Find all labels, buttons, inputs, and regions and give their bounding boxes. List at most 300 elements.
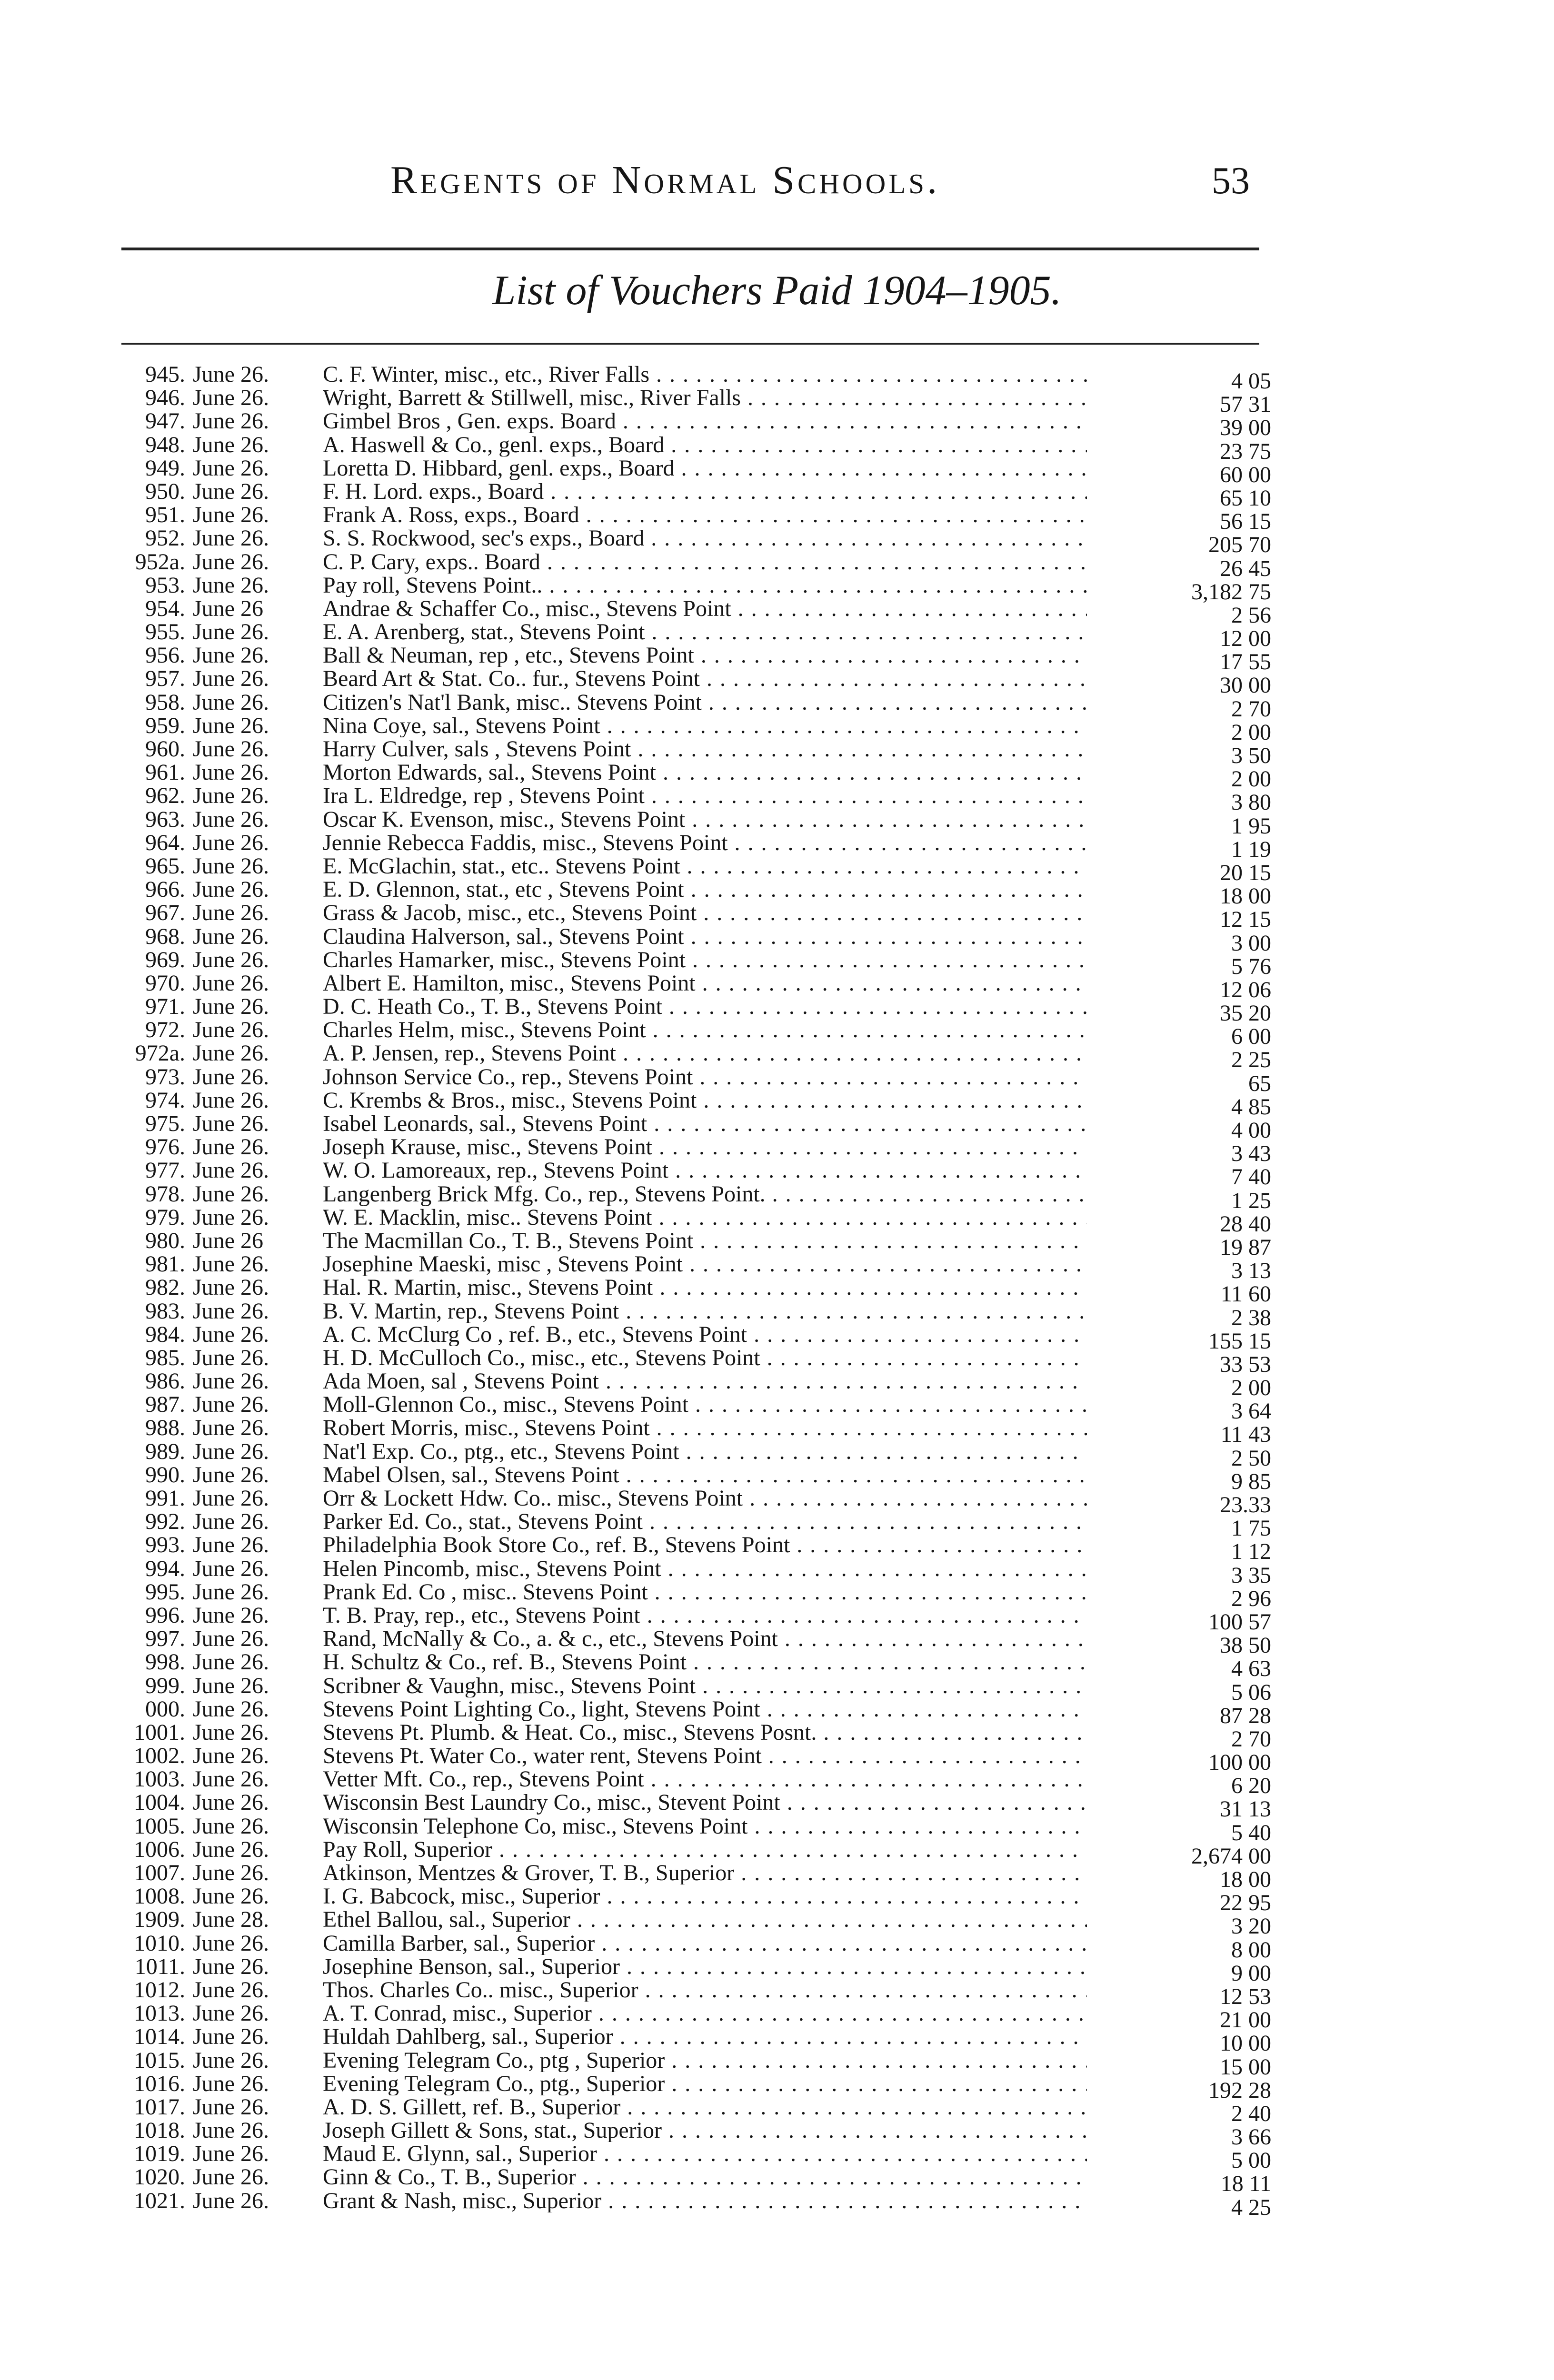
voucher-amount: 23 75 bbox=[1220, 438, 1271, 464]
voucher-description: Thos. Charles Co.. misc., Superior . . . bbox=[323, 1978, 1087, 2002]
voucher-row bbox=[0, 455, 1554, 487]
voucher-number: 1021. bbox=[134, 2188, 185, 2213]
header-rule bbox=[121, 248, 1259, 250]
voucher-date: June 26. bbox=[193, 1321, 269, 1347]
voucher-date: June 28. bbox=[193, 1907, 269, 1933]
voucher-number: 1004. bbox=[134, 1790, 185, 1815]
voucher-date: June 26. bbox=[193, 1884, 269, 1909]
voucher-number: 965. bbox=[145, 853, 185, 879]
voucher-row bbox=[0, 853, 1554, 885]
voucher-description: Ginn & Co., T. B., Superior . . . bbox=[323, 2165, 1087, 2189]
voucher-row bbox=[0, 549, 1554, 581]
voucher-date: June 26. bbox=[193, 1438, 269, 1464]
voucher-description: Joseph Gillett & Sons, stat., Superior . . . bbox=[323, 2119, 1087, 2142]
voucher-description: Maud E. Glynn, sal., Superior . . . bbox=[323, 2142, 1087, 2165]
list-title: List of Vouchers Paid 1904–1905. bbox=[492, 268, 1062, 314]
voucher-row bbox=[0, 2047, 1554, 2080]
voucher-amount: 12 00 bbox=[1220, 626, 1271, 652]
voucher-description: W. O. Lamoreaux, rep., Stevens Point . . . bbox=[323, 1159, 1087, 1182]
voucher-date: June 26. bbox=[193, 947, 269, 972]
voucher-row bbox=[0, 1368, 1554, 1401]
voucher-number: 968. bbox=[145, 923, 185, 949]
voucher-row bbox=[0, 1532, 1554, 1565]
voucher-description: Evening Telegram Co., ptg , Superior . . . bbox=[323, 2049, 1087, 2072]
voucher-date: June 26. bbox=[193, 1275, 269, 1300]
voucher-amount: 57 31 bbox=[1220, 392, 1271, 417]
voucher-number: 978. bbox=[145, 1181, 185, 1207]
voucher-row bbox=[0, 1251, 1554, 1284]
voucher-row bbox=[0, 760, 1554, 792]
voucher-description: Hal. R. Martin, misc., Stevens Point . . . bbox=[323, 1276, 1087, 1299]
voucher-number: 1008. bbox=[134, 1884, 185, 1909]
voucher-date: June 26. bbox=[193, 643, 269, 668]
voucher-amount: 3 35 bbox=[1231, 1562, 1271, 1588]
voucher-amount: 65 bbox=[1248, 1071, 1271, 1096]
voucher-number: 961. bbox=[145, 760, 185, 785]
voucher-description: A. D. S. Gillett, ref. B., Superior . . . bbox=[323, 2095, 1087, 2119]
voucher-row bbox=[0, 478, 1554, 511]
voucher-row bbox=[0, 1041, 1554, 1073]
voucher-description: Stevens Pt. Plumb. & Heat. Co., misc., Stevens Posnt. . . . bbox=[323, 1721, 1087, 1744]
voucher-amount: 60 00 bbox=[1220, 462, 1271, 487]
voucher-description: H. Schultz & Co., ref. B., Stevens Point . . . bbox=[323, 1650, 1087, 1674]
voucher-description: Evening Telegram Co., ptg., Superior . . . bbox=[323, 2072, 1087, 2095]
voucher-date: June 26. bbox=[193, 2141, 269, 2167]
voucher-amount: 3,182 75 bbox=[1191, 579, 1271, 605]
voucher-description: Atkinson, Mentzes & Grover, T. B., Superior . . . bbox=[323, 1861, 1087, 1884]
voucher-row bbox=[0, 1134, 1554, 1167]
voucher-date: June 26. bbox=[193, 2188, 269, 2213]
voucher-amount: 2 25 bbox=[1231, 1047, 1271, 1073]
voucher-description: C. F. Winter, misc., etc., River Falls . . . bbox=[323, 363, 1087, 386]
voucher-number: 1007. bbox=[134, 1860, 185, 1885]
voucher-description: C. Krembs & Bros., misc., Stevens Point . . . bbox=[323, 1089, 1087, 1112]
voucher-amount: 4 25 bbox=[1231, 2194, 1271, 2220]
voucher-number: 1001. bbox=[134, 1719, 185, 1745]
voucher-number: 969. bbox=[145, 947, 185, 972]
voucher-row bbox=[0, 1087, 1554, 1120]
voucher-description: Josephine Benson, sal., Superior . . . bbox=[323, 1955, 1087, 1978]
voucher-description: Stevens Point Lighting Co., light, Stevens Point . . . bbox=[323, 1697, 1087, 1721]
voucher-description: Parker Ed. Co., stat., Stevens Point . . . bbox=[323, 1510, 1087, 1533]
voucher-description: Frank A. Ross, exps., Board . . . bbox=[323, 503, 1087, 526]
voucher-number: 000. bbox=[145, 1696, 185, 1722]
voucher-description: B. V. Martin, rep., Stevens Point . . . bbox=[323, 1299, 1087, 1323]
voucher-date: June 26. bbox=[193, 1111, 269, 1136]
voucher-description: F. H. Lord. exps., Board . . . bbox=[323, 480, 1087, 503]
voucher-number: 992. bbox=[145, 1509, 185, 1535]
voucher-row bbox=[0, 1930, 1554, 1963]
voucher-number: 987. bbox=[145, 1392, 185, 1418]
voucher-number: 1011. bbox=[134, 1954, 185, 1979]
voucher-row bbox=[0, 362, 1554, 394]
voucher-amount: 5 06 bbox=[1231, 1679, 1271, 1705]
voucher-amount: 33 53 bbox=[1220, 1351, 1271, 1377]
voucher-description: A. C. McClurg Co , ref. B., etc., Stevens Point . . . bbox=[323, 1323, 1087, 1346]
voucher-number: 983. bbox=[145, 1298, 185, 1324]
voucher-amount: 3 80 bbox=[1231, 790, 1271, 815]
voucher-amount: 31 13 bbox=[1220, 1796, 1271, 1822]
voucher-row bbox=[0, 1977, 1554, 2009]
voucher-row bbox=[0, 1719, 1554, 1752]
voucher-description: Stevens Pt. Water Co., water rent, Stevens Point . . . bbox=[323, 1744, 1087, 1767]
voucher-amount: 12 15 bbox=[1220, 907, 1271, 932]
voucher-amount: 23.33 bbox=[1220, 1492, 1271, 1517]
voucher-description: Rand, McNally & Co., a. & c., etc., Stevens Point . . . bbox=[323, 1627, 1087, 1650]
voucher-description: Jennie Rebecca Faddis, misc., Stevens Point . . . bbox=[323, 831, 1087, 854]
voucher-row bbox=[0, 736, 1554, 768]
voucher-date: June 26. bbox=[193, 666, 269, 692]
voucher-row bbox=[0, 1579, 1554, 1611]
voucher-amount: 8 00 bbox=[1231, 1937, 1271, 1963]
voucher-date: June 26. bbox=[193, 385, 269, 411]
voucher-row bbox=[0, 643, 1554, 675]
voucher-row bbox=[0, 619, 1554, 652]
voucher-amount: 4 63 bbox=[1231, 1656, 1271, 1682]
voucher-amount: 4 85 bbox=[1231, 1094, 1271, 1120]
voucher-row bbox=[0, 1017, 1554, 1050]
voucher-row bbox=[0, 1438, 1554, 1471]
voucher-description: The Macmillan Co., T. B., Stevens Point . . . bbox=[323, 1229, 1087, 1252]
voucher-row bbox=[0, 502, 1554, 535]
voucher-row bbox=[0, 783, 1554, 815]
voucher-description: Orr & Lockett Hdw. Co.. misc., Stevens Point . . . bbox=[323, 1487, 1087, 1510]
voucher-number: 950. bbox=[145, 478, 185, 504]
voucher-number: 971. bbox=[145, 994, 185, 1020]
voucher-number: 970. bbox=[145, 970, 185, 996]
voucher-amount: 39 00 bbox=[1220, 415, 1271, 441]
voucher-description: C. P. Cary, exps.. Board . . . bbox=[323, 550, 1087, 574]
voucher-date: June 26. bbox=[193, 877, 269, 902]
voucher-description: E. A. Arenberg, stat., Stevens Point . . . bbox=[323, 620, 1087, 644]
voucher-row bbox=[0, 994, 1554, 1026]
voucher-row bbox=[0, 2024, 1554, 2056]
voucher-row bbox=[0, 1486, 1554, 1517]
voucher-date: June 26. bbox=[193, 760, 269, 785]
voucher-description: Mabel Olsen, sal., Stevens Point . . . bbox=[323, 1463, 1087, 1487]
voucher-amount: 11 60 bbox=[1220, 1281, 1271, 1307]
voucher-number: 988. bbox=[145, 1415, 185, 1441]
voucher-amount: 35 20 bbox=[1220, 1001, 1271, 1026]
voucher-number: 1010. bbox=[134, 1930, 185, 1956]
voucher-description: E. McGlachin, stat., etc.. Stevens Point . . . bbox=[323, 854, 1087, 878]
voucher-amount: 2 70 bbox=[1231, 1726, 1271, 1752]
voucher-description: Moll-Glennon Co., misc., Stevens Point . . . bbox=[323, 1393, 1087, 1416]
voucher-row bbox=[0, 572, 1554, 605]
voucher-row bbox=[0, 2094, 1554, 2126]
voucher-row bbox=[0, 830, 1554, 862]
voucher-date: June 26. bbox=[193, 1415, 269, 1441]
voucher-description: Ball & Neuman, rep , etc., Stevens Point . . . bbox=[323, 644, 1087, 667]
voucher-description: Robert Morris, misc., Stevens Point . . . bbox=[323, 1416, 1087, 1439]
voucher-amount: 155 15 bbox=[1208, 1328, 1271, 1354]
voucher-date: June 26. bbox=[193, 432, 269, 457]
voucher-number: 972a. bbox=[135, 1041, 185, 1066]
voucher-row bbox=[0, 1696, 1554, 1728]
voucher-row bbox=[0, 806, 1554, 839]
voucher-date: June 26. bbox=[193, 1181, 269, 1207]
voucher-amount: 4 00 bbox=[1231, 1118, 1271, 1143]
voucher-description: Oscar K. Evenson, misc., Stevens Point . . . bbox=[323, 808, 1087, 831]
voucher-amount: 2 40 bbox=[1231, 2101, 1271, 2126]
voucher-amount: 1 95 bbox=[1231, 813, 1271, 839]
voucher-number: 980. bbox=[145, 1228, 185, 1253]
voucher-description: Joseph Krause, misc., Stevens Point . . . bbox=[323, 1135, 1087, 1159]
voucher-amount: 5 40 bbox=[1231, 1820, 1271, 1845]
voucher-row bbox=[0, 2071, 1554, 2103]
voucher-row bbox=[0, 1860, 1554, 1892]
voucher-date: June 26. bbox=[193, 1719, 269, 1745]
voucher-date: June 26. bbox=[193, 362, 269, 387]
voucher-row bbox=[0, 947, 1554, 979]
title-rule bbox=[121, 343, 1259, 345]
voucher-description: Grass & Jacob, misc., etc., Stevens Point . . . bbox=[323, 901, 1087, 924]
voucher-number: 955. bbox=[145, 619, 185, 645]
voucher-row bbox=[0, 1204, 1554, 1237]
voucher-number: 1014. bbox=[134, 2024, 185, 2050]
voucher-number: 966. bbox=[145, 877, 185, 902]
voucher-date: June 26. bbox=[193, 1790, 269, 1815]
voucher-row bbox=[0, 1298, 1554, 1330]
voucher-date: June 26. bbox=[193, 1462, 269, 1488]
voucher-amount: 9 85 bbox=[1231, 1468, 1271, 1494]
voucher-date: June 26. bbox=[193, 502, 269, 528]
voucher-description: Isabel Leonards, sal., Stevens Point . . . bbox=[323, 1112, 1087, 1135]
voucher-date: June 26. bbox=[193, 478, 269, 504]
voucher-description: Helen Pincomb, misc., Stevens Point . . . bbox=[323, 1557, 1087, 1580]
voucher-date: June 26. bbox=[193, 970, 269, 996]
voucher-description: Huldah Dahlberg, sal., Superior . . . bbox=[323, 2025, 1087, 2048]
voucher-description: A. Haswell & Co., genl. exps., Board . . . bbox=[323, 433, 1087, 456]
voucher-amount: 18 00 bbox=[1220, 1867, 1271, 1892]
voucher-row bbox=[0, 1275, 1554, 1307]
voucher-description: Philadelphia Book Store Co., ref. B., Stevens Point . . . bbox=[323, 1533, 1087, 1557]
voucher-number: 949. bbox=[145, 455, 185, 481]
voucher-number: 986. bbox=[145, 1368, 185, 1394]
voucher-number: 973. bbox=[145, 1064, 185, 1090]
voucher-number: 982. bbox=[145, 1275, 185, 1300]
voucher-description: Ethel Ballou, sal., Superior . . . bbox=[323, 1908, 1087, 1931]
voucher-date: June 26. bbox=[193, 1064, 269, 1090]
voucher-date: June 26. bbox=[193, 1392, 269, 1418]
voucher-row bbox=[0, 713, 1554, 745]
voucher-number: 991. bbox=[145, 1486, 185, 1511]
voucher-amount: 192 28 bbox=[1208, 2077, 1271, 2103]
voucher-date: June 26. bbox=[193, 1673, 269, 1698]
voucher-date: June 26. bbox=[193, 1509, 269, 1535]
voucher-amount: 2,674 00 bbox=[1191, 1843, 1271, 1869]
voucher-amount: 15 00 bbox=[1220, 2054, 1271, 2080]
voucher-description: Beard Art & Stat. Co.. fur., Stevens Point . . . bbox=[323, 667, 1087, 690]
voucher-amount: 100 00 bbox=[1208, 1750, 1271, 1775]
voucher-amount: 21 00 bbox=[1220, 2007, 1271, 2033]
voucher-date: June 26. bbox=[193, 783, 269, 809]
voucher-row bbox=[0, 408, 1554, 441]
voucher-number: 952a. bbox=[135, 549, 185, 575]
voucher-amount: 56 15 bbox=[1220, 509, 1271, 535]
voucher-amount: 5 76 bbox=[1231, 953, 1271, 979]
voucher-row bbox=[0, 2118, 1554, 2150]
voucher-number: 1013. bbox=[134, 2001, 185, 2026]
voucher-number: 946. bbox=[145, 385, 185, 411]
voucher-date: June 26. bbox=[193, 1134, 269, 1160]
voucher-date: June 26. bbox=[193, 1298, 269, 1324]
voucher-row bbox=[0, 970, 1554, 1002]
voucher-number: 1019. bbox=[134, 2141, 185, 2167]
voucher-amount: 28 40 bbox=[1220, 1211, 1271, 1237]
voucher-amount: 65 10 bbox=[1220, 485, 1271, 511]
voucher-row bbox=[0, 1743, 1554, 1775]
voucher-row bbox=[0, 2141, 1554, 2173]
voucher-date: June 26. bbox=[193, 1696, 269, 1722]
voucher-amount: 3 66 bbox=[1231, 2124, 1271, 2150]
voucher-date: June 26. bbox=[193, 2094, 269, 2120]
voucher-number: 989. bbox=[145, 1438, 185, 1464]
voucher-amount: 205 70 bbox=[1208, 532, 1271, 558]
voucher-amount: 12 06 bbox=[1220, 977, 1271, 1002]
voucher-number: 1015. bbox=[134, 2047, 185, 2073]
voucher-row bbox=[0, 1673, 1554, 1705]
voucher-row bbox=[0, 1556, 1554, 1588]
voucher-amount: 12 53 bbox=[1220, 1983, 1271, 2009]
voucher-date: June 26. bbox=[193, 526, 269, 551]
voucher-date: June 26. bbox=[193, 689, 269, 715]
voucher-amount: 17 55 bbox=[1220, 649, 1271, 675]
voucher-amount: 9 00 bbox=[1231, 1960, 1271, 1986]
voucher-date: June 26. bbox=[193, 1041, 269, 1066]
voucher-description: Langenberg Brick Mfg. Co., rep., Stevens Point. . . . bbox=[323, 1182, 1087, 1206]
voucher-date: June 26. bbox=[193, 408, 269, 434]
voucher-number: 958. bbox=[145, 689, 185, 715]
voucher-date: June 26. bbox=[193, 1017, 269, 1043]
voucher-row bbox=[0, 2001, 1554, 2033]
voucher-number: 997. bbox=[145, 1626, 185, 1652]
voucher-amount: 10 00 bbox=[1220, 2031, 1271, 2056]
voucher-date: June 26. bbox=[193, 2047, 269, 2073]
voucher-number: 967. bbox=[145, 900, 185, 926]
voucher-amount: 1 12 bbox=[1231, 1539, 1271, 1565]
voucher-amount: 38 50 bbox=[1220, 1633, 1271, 1658]
voucher-number: 975. bbox=[145, 1111, 185, 1136]
voucher-description: W. E. Macklin, misc.. Stevens Point . . . bbox=[323, 1206, 1087, 1229]
voucher-date: June 26. bbox=[193, 1251, 269, 1277]
voucher-number: 994. bbox=[145, 1556, 185, 1581]
voucher-description: I. G. Babcock, misc., Superior . . . bbox=[323, 1884, 1087, 1908]
voucher-number: 976. bbox=[145, 1134, 185, 1160]
page-number: 53 bbox=[1212, 160, 1250, 202]
voucher-number: 1003. bbox=[134, 1766, 185, 1792]
voucher-amount: 6 20 bbox=[1231, 1773, 1271, 1799]
voucher-date: June 26. bbox=[193, 1602, 269, 1628]
voucher-amount: 5 00 bbox=[1231, 2148, 1271, 2173]
voucher-number: 999. bbox=[145, 1673, 185, 1698]
voucher-amount: 18 11 bbox=[1220, 2171, 1271, 2197]
voucher-date: June 26. bbox=[193, 1743, 269, 1769]
voucher-amount: 100 57 bbox=[1208, 1609, 1271, 1635]
voucher-date: June 26 bbox=[193, 595, 263, 621]
voucher-date: June 26. bbox=[193, 830, 269, 855]
voucher-amount: 87 28 bbox=[1220, 1703, 1271, 1728]
voucher-row bbox=[0, 1602, 1554, 1635]
voucher-date: June 26. bbox=[193, 1158, 269, 1183]
voucher-date: June 26. bbox=[193, 572, 269, 598]
voucher-row bbox=[0, 1813, 1554, 1845]
voucher-amount: 18 00 bbox=[1220, 883, 1271, 909]
voucher-description: Charles Hamarker, misc., Stevens Point . . . bbox=[323, 948, 1087, 972]
voucher-description: Prank Ed. Co , misc.. Stevens Point . . . bbox=[323, 1580, 1087, 1604]
voucher-date: June 26. bbox=[193, 2024, 269, 2050]
voucher-number: 962. bbox=[145, 783, 185, 809]
voucher-number: 990. bbox=[145, 1462, 185, 1488]
voucher-list bbox=[0, 362, 1554, 2220]
voucher-amount: 1 25 bbox=[1231, 1188, 1271, 1213]
voucher-date: June 26. bbox=[193, 1626, 269, 1652]
voucher-row bbox=[0, 385, 1554, 417]
voucher-date: June 26. bbox=[193, 713, 269, 738]
voucher-description: Harry Culver, sals , Stevens Point . . . bbox=[323, 737, 1087, 761]
voucher-row bbox=[0, 1181, 1554, 1213]
voucher-amount: 26 45 bbox=[1220, 555, 1271, 581]
voucher-amount: 2 50 bbox=[1231, 1445, 1271, 1471]
voucher-number: 1016. bbox=[134, 2071, 185, 2096]
voucher-date: June 26. bbox=[193, 1345, 269, 1370]
voucher-description: Ada Moen, sal , Stevens Point . . . bbox=[323, 1369, 1087, 1393]
voucher-description: Nina Coye, sal., Stevens Point . . . bbox=[323, 714, 1087, 737]
voucher-number: 993. bbox=[145, 1532, 185, 1558]
voucher-number: 1909. bbox=[134, 1907, 185, 1933]
voucher-number: 956. bbox=[145, 643, 185, 668]
voucher-date: June 26 bbox=[193, 1228, 263, 1253]
voucher-date: June 26. bbox=[193, 1087, 269, 1113]
voucher-number: 1005. bbox=[134, 1813, 185, 1839]
voucher-row bbox=[0, 1509, 1554, 1541]
voucher-date: June 26. bbox=[193, 1954, 269, 1979]
voucher-number: 947. bbox=[145, 408, 185, 434]
voucher-number: 948. bbox=[145, 432, 185, 457]
voucher-amount: 4 05 bbox=[1231, 368, 1271, 394]
voucher-number: 996. bbox=[145, 1602, 185, 1628]
voucher-description: Camilla Barber, sal., Superior . . . bbox=[323, 1932, 1087, 1955]
voucher-date: June 26. bbox=[193, 994, 269, 1020]
voucher-row bbox=[0, 1064, 1554, 1096]
voucher-description: Scribner & Vaughn, misc., Stevens Point . . . bbox=[323, 1674, 1087, 1697]
voucher-number: 953. bbox=[145, 572, 185, 598]
voucher-row bbox=[0, 1158, 1554, 1190]
voucher-description: A. P. Jensen, rep., Stevens Point . . . bbox=[323, 1041, 1087, 1065]
voucher-row bbox=[0, 900, 1554, 932]
voucher-row bbox=[0, 1954, 1554, 1986]
voucher-amount: 1 19 bbox=[1231, 836, 1271, 862]
voucher-description: Citizen's Nat'l Bank, misc.. Stevens Point . . . bbox=[323, 691, 1087, 714]
voucher-amount: 6 00 bbox=[1231, 1024, 1271, 1050]
voucher-date: June 26. bbox=[193, 1813, 269, 1839]
voucher-row bbox=[0, 1790, 1554, 1822]
voucher-description: Morton Edwards, sal., Stevens Point . . . bbox=[323, 761, 1087, 784]
voucher-number: 972. bbox=[145, 1017, 185, 1043]
voucher-date: June 26. bbox=[193, 1579, 269, 1605]
voucher-number: 1002. bbox=[134, 1743, 185, 1769]
voucher-row bbox=[0, 2164, 1554, 2197]
voucher-date: June 26. bbox=[193, 1368, 269, 1394]
voucher-number: 998. bbox=[145, 1649, 185, 1675]
voucher-date: June 26. bbox=[193, 1532, 269, 1558]
voucher-description: H. D. McCulloch Co., misc., etc., Stevens Point . . . bbox=[323, 1346, 1087, 1369]
voucher-date: June 26. bbox=[193, 455, 269, 481]
voucher-description: Nat'l Exp. Co., ptg., etc., Stevens Point . . . bbox=[323, 1440, 1087, 1463]
voucher-date: June 26. bbox=[193, 900, 269, 926]
voucher-number: 964. bbox=[145, 830, 185, 855]
voucher-amount: 2 56 bbox=[1231, 602, 1271, 628]
